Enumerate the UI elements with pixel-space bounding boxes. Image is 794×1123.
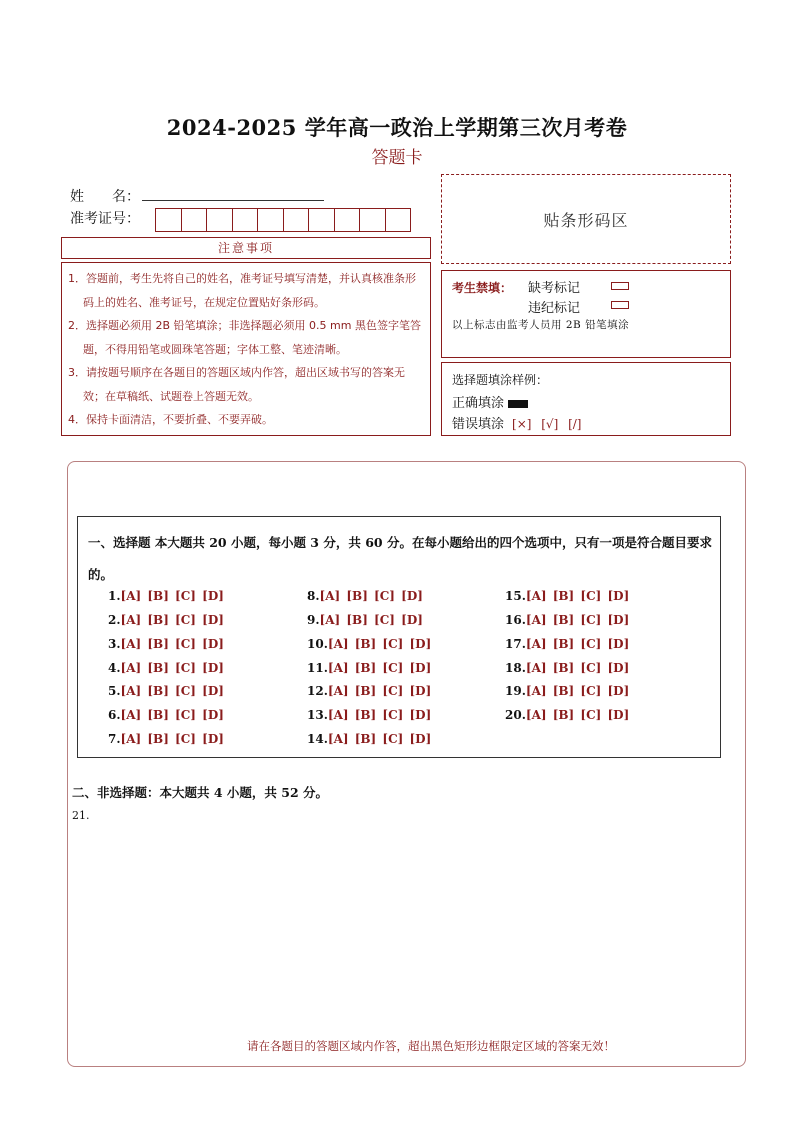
absent-label: 缺考标记 — [528, 281, 581, 296]
fill-sample-box — [441, 362, 731, 436]
forbidden-note: 以上标志由监考人员用 2B 铅笔填涂 — [452, 319, 630, 331]
notice-title: 注意事项 — [61, 237, 431, 259]
id-digit-box[interactable] — [155, 208, 182, 232]
choice-question[interactable]: 15.[A] [B] [C] [D] — [505, 589, 630, 603]
choice-question[interactable]: 6.[A] [B] [C] [D] — [108, 708, 224, 722]
choice-question[interactable]: 8.[A] [B] [C] [D] — [307, 589, 423, 603]
choice-question[interactable]: 19.[A] [B] [C] [D] — [505, 684, 630, 698]
forbidden-label: 考生禁填： — [452, 281, 513, 295]
barcode-area: 贴条形码区 — [441, 174, 731, 264]
filled-mark-icon — [508, 400, 528, 408]
choice-question[interactable]: 16.[A] [B] [C] [D] — [505, 613, 630, 627]
wrong-fill-label: 错误填涂 — [452, 417, 505, 432]
name-label: 姓 名： — [70, 189, 140, 205]
choice-question[interactable]: 13.[A] [B] [C] [D] — [307, 708, 432, 722]
choice-question[interactable]: 3.[A] [B] [C] [D] — [108, 637, 224, 651]
page-title: 2024-2025 学年高一政治上学期第三次月考卷 — [166, 115, 628, 140]
absent-mark-box[interactable] — [611, 282, 629, 290]
choice-question[interactable]: 1.[A] [B] [C] [D] — [108, 589, 224, 603]
notice-body — [61, 262, 431, 436]
choice-question[interactable]: 10.[A] [B] [C] [D] — [307, 637, 432, 651]
forbidden-box — [441, 270, 731, 358]
choice-section-intro: 一、选择题 本大题共 20 小题，每小题 3 分，共 60 分。在每小题给出的四个选项中，只有一项是符合题目要求的。 — [88, 535, 712, 582]
id-digit-box[interactable] — [181, 208, 208, 232]
section2-title: 二、非选择题：本大题共 4 小题，共 52 分。 — [72, 785, 329, 800]
id-digit-box[interactable] — [334, 208, 361, 232]
choice-question[interactable]: 7.[A] [B] [C] [D] — [108, 732, 224, 746]
choice-question[interactable]: 18.[A] [B] [C] [D] — [505, 661, 630, 675]
violation-mark-box[interactable] — [611, 301, 629, 309]
footer-warning: 请在各题目的答题区域内作答，超出黑色矩形边框限定区域的答案无效！ — [247, 1039, 615, 1053]
violation-label: 违纪标记 — [528, 301, 581, 316]
correct-fill — [452, 392, 528, 411]
id-digit-box[interactable] — [308, 208, 335, 232]
notice-item: 3．请按题号顺序在各题目的答题区域内作答，超出区域书写的答案无效；在草稿纸、试题卷上答题无效。 — [68, 366, 405, 403]
choice-question[interactable]: 17.[A] [B] [C] [D] — [505, 637, 630, 651]
wrong-fill-marks: [×] [√] [/] — [512, 417, 582, 431]
id-label: 准考证号： — [70, 211, 140, 227]
notice-item: 2．选择题必须用 2B 铅笔填涂；非选择题必须用 0.5 mm 黑色签字笔答题，不得用铅笔或圆珠笔答题；字体工整、笔迹清晰。 — [68, 319, 421, 356]
choice-question[interactable]: 20.[A] [B] [C] [D] — [505, 708, 630, 722]
id-digit-box[interactable] — [257, 208, 284, 232]
id-digit-box[interactable] — [385, 208, 412, 232]
choice-question[interactable]: 2.[A] [B] [C] [D] — [108, 613, 224, 627]
choice-question[interactable]: 11.[A] [B] [C] [D] — [307, 661, 432, 675]
notice-item: 4．保持卡面清洁，不要折叠、不要弄破。 — [68, 413, 273, 426]
wrong-fill — [452, 413, 581, 432]
name-field[interactable] — [142, 200, 324, 201]
choice-question[interactable]: 12.[A] [B] [C] [D] — [307, 684, 432, 698]
choice-section — [77, 516, 721, 758]
id-digit-box[interactable] — [206, 208, 233, 232]
id-digit-box[interactable] — [232, 208, 259, 232]
choice-question[interactable]: 14.[A] [B] [C] [D] — [307, 732, 432, 746]
correct-fill-label: 正确填涂 — [452, 396, 505, 411]
fill-sample-label: 选择题填涂样例： — [452, 373, 549, 387]
choice-question[interactable]: 5.[A] [B] [C] [D] — [108, 684, 224, 698]
choice-question[interactable]: 4.[A] [B] [C] [D] — [108, 661, 224, 675]
page-subtitle: 答题卡 — [371, 148, 423, 168]
notice-item: 1．答题前，考生先将自己的姓名，准考证号填写清楚，并认真核准条形码上的姓名、准考证号，在规定位置贴好条形码。 — [68, 272, 416, 309]
choice-question[interactable]: 9.[A] [B] [C] [D] — [307, 613, 423, 627]
id-digit-box[interactable] — [359, 208, 386, 232]
id-digit-box[interactable] — [283, 208, 310, 232]
question-21-label: 21. — [72, 809, 90, 822]
id-boxes — [155, 208, 410, 232]
